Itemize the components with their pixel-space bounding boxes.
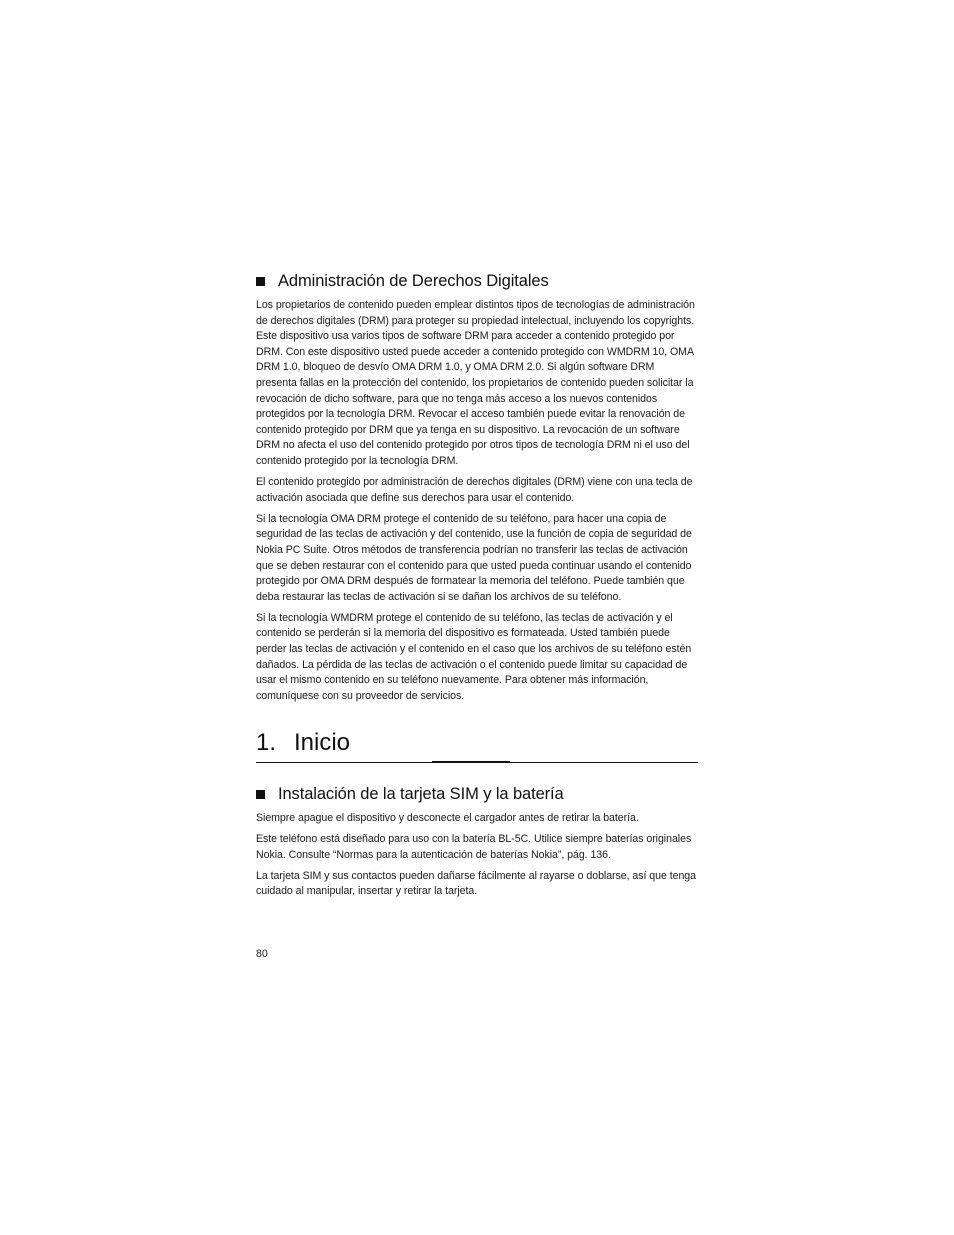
sim-section-heading: [256, 783, 698, 805]
sim-paragraph-1: Siempre apague el dispositivo y desconecte el cargador antes de retirar la batería.: [256, 812, 639, 824]
chapter-number: 1.: [256, 729, 277, 756]
drm-paragraph-1: Los propietarios de contenido pueden emplear distintos tipos de tecnologías de administración de derechos digitales (DRM) para proteger su propiedad intelectual, incluyendo los copyrights. Este dispositivo usa varios tipos de software DRM para acceder a contenido protegido por DRM. Con este dispositivo usted puede acceder a contenido protegido con WMDRM 10, OMA DRM 1.0, bloqueo de desvío OMA DRM 1.0, y OMA DRM 2.0. Si algún software DRM presenta fallas en la protección del contenido, los propietarios de contenido pueden solicitar la revocación de dicho software, para que no tenga más acceso a los nuevos contenidos protegidos por la tecnología DRM. Revocar el acceso también puede evitar la renovación de contenido protegido por DRM que ya tenga en su dispositivo. La revocación de un software DRM no afecta el uso del contenido protegido por otros tipos de tecnología DRM ni el uso del contenido protegido por la tecnología DRM.: [256, 299, 695, 467]
sim-paragraph-2: Este teléfono está diseñado para uso con la batería BL-5C. Utilice siempre baterías originales Nokia. Consulte “Normas para la autenticación de baterías Nokia”, pág. 136.: [256, 833, 692, 861]
sim-paragraph-3: La tarjeta SIM y sus contactos pueden dañarse fácilmente al rayarse o doblarse, así que tenga cuidado al manipular, insertar y retirar la tarjeta.: [256, 869, 696, 898]
sim-section: [256, 783, 698, 905]
chapter-header: [256, 728, 698, 763]
chapter-title: [256, 728, 698, 762]
drm-section-heading: [256, 270, 698, 292]
drm-section: [256, 270, 698, 710]
sim-heading-text: Instalación de la tarjeta SIM y la batería: [278, 785, 564, 803]
chapter-divider: [256, 762, 698, 763]
page-number: 80: [256, 948, 268, 960]
drm-paragraph-3: Si la tecnología OMA DRM protege el contenido de su teléfono, para hacer una copia de seguridad de las teclas de activación y del contenido, use la función de copia de seguridad de Nokia PC Suite. Otros métodos de transferencia podrían no transferir las teclas de activación que se deben restaurar con el contenido para que usted pueda continuar usando el contenido protegido por OMA DRM después de formatear la memoria del teléfono. Puede también que deba restaurar las teclas de activación si se dañan los archivos de su teléfono.: [256, 512, 692, 603]
bullet-square-icon: [256, 277, 265, 286]
drm-heading-text: Administración de Derechos Digitales: [278, 272, 549, 290]
drm-paragraph-2: El contenido protegido por administración de derechos digitales (DRM) viene con una tecla de activación asociada que define sus derechos para usar el contenido.: [256, 476, 693, 504]
drm-paragraph-4: Si la tecnología WMDRM protege el contenido de su teléfono, las teclas de activación y el contenido se perderán si la memoria del dispositivo es formateada. Usted también puede perder las teclas de activación y el contenido en el caso que los archivos de su teléfono estén dañados. La pérdida de las teclas de activación o el contenido puede limitar su capacidad de usar el mismo contenido en su teléfono nuevamente. Para obtener más información, comuníquese con su proveedor de servicios.: [256, 611, 692, 702]
chapter-divider-accent: [432, 761, 510, 763]
bullet-square-icon: [256, 790, 265, 799]
chapter-title-text: Inicio: [294, 729, 351, 756]
